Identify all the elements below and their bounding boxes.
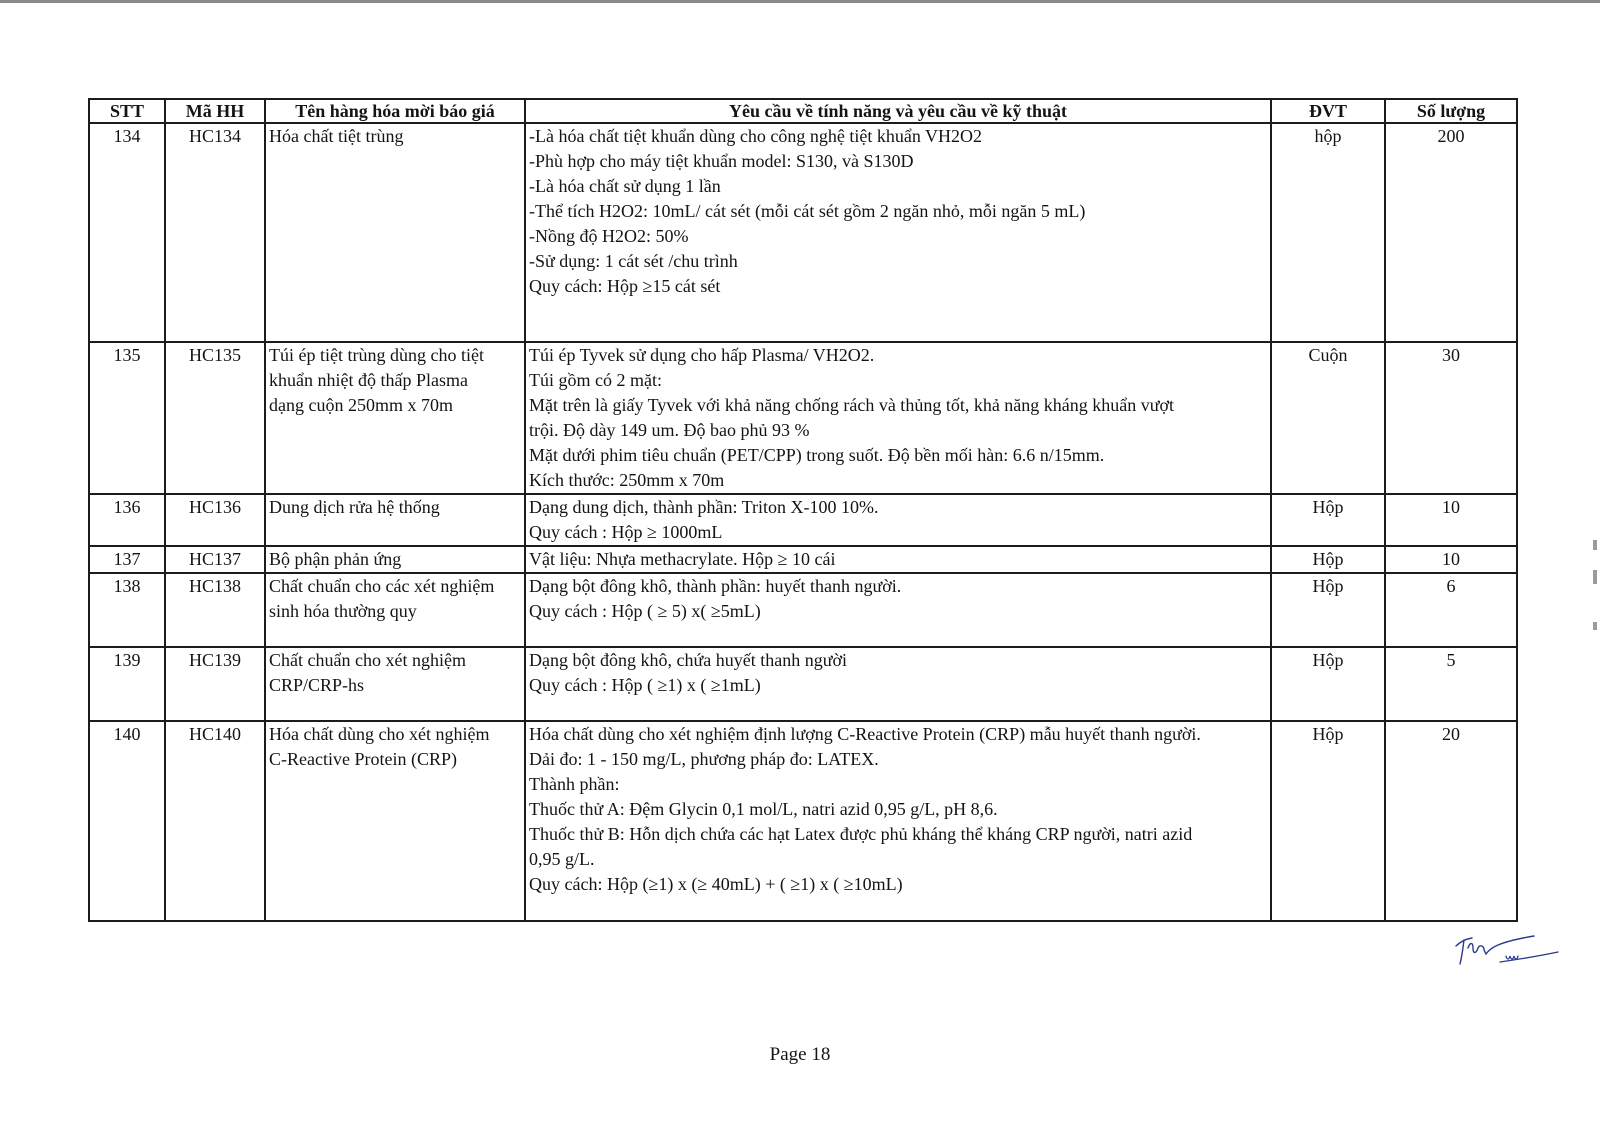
cell-stt: 138 xyxy=(89,573,165,647)
cell-ma-hh: HC140 xyxy=(165,721,265,921)
cell-ma-hh: HC139 xyxy=(165,647,265,721)
cell-ma-hh: HC134 xyxy=(165,123,265,342)
cell-ma-hh: HC136 xyxy=(165,494,265,546)
cell-ten xyxy=(265,647,525,721)
table-row xyxy=(89,647,1517,721)
table-header-row xyxy=(89,99,1517,123)
text-line: Thành phần: xyxy=(529,774,620,794)
page-number: Page 18 xyxy=(769,1044,831,1065)
cell-dvt: Cuộn xyxy=(1271,342,1385,494)
table-row xyxy=(89,123,1517,342)
cell-ten xyxy=(265,546,525,573)
cell-yeu-cau xyxy=(525,573,1271,647)
table-row xyxy=(89,342,1517,494)
text-line: Bộ phận phản ứng xyxy=(269,549,402,569)
cell-ten xyxy=(265,721,525,921)
cell-yeu-cau xyxy=(525,123,1271,342)
cell-dvt: Hộp xyxy=(1271,721,1385,921)
cell-dvt: hộp xyxy=(1271,123,1385,342)
cell-stt: 139 xyxy=(89,647,165,721)
text-line: Mặt trên là giấy Tyvek với khả năng chống rách và thủng tốt, khả năng kháng khuẩn vượt xyxy=(529,395,1175,415)
cell-dvt: Hộp xyxy=(1271,647,1385,721)
text-line: -Là hóa chất sử dụng 1 lần xyxy=(529,176,721,196)
text-line: -Sử dụng: 1 cát sét /chu trình xyxy=(529,251,738,271)
header-ten-hang-hoa: Tên hàng hóa mời báo giá xyxy=(265,99,525,123)
text-line: Quy cách: Hộp ≥15 cát sét xyxy=(529,276,721,296)
text-line: -Là hóa chất tiệt khuẩn dùng cho công nghệ tiệt khuẩn VH2O2 xyxy=(529,126,983,146)
cell-yeu-cau xyxy=(525,342,1271,494)
text-line: Hóa chất dùng cho xét nghiệm định lượng C-Reactive Protein (CRP) mẫu huyết thanh người. xyxy=(529,724,1201,744)
text-line: Hóa chất dùng cho xét nghiệm xyxy=(269,724,490,744)
text-line: Vật liệu: Nhựa methacrylate. Hộp ≥ 10 cái xyxy=(529,549,836,569)
cell-dvt: Hộp xyxy=(1271,573,1385,647)
text-line: trội. Độ dày 149 um. Độ bao phủ 93 % xyxy=(529,420,810,440)
text-line: 0,95 g/L. xyxy=(529,849,595,869)
cell-stt: 136 xyxy=(89,494,165,546)
table-row xyxy=(89,573,1517,647)
text-line: Thuốc thử A: Đệm Glycin 0,1 mol/L, natri azid 0,95 g/L, pH 8,6. xyxy=(529,799,998,819)
text-line: -Thể tích H2O2: 10mL/ cát sét (mỗi cát sét gồm 2 ngăn nhỏ, mỗi ngăn 5 mL) xyxy=(529,201,1086,221)
header-yeu-cau: Yêu cầu về tính năng và yêu cầu về kỹ thuật xyxy=(525,99,1271,123)
table-row xyxy=(89,546,1517,573)
cell-dvt: Hộp xyxy=(1271,494,1385,546)
scan-edge-mark xyxy=(1593,622,1597,630)
cell-ma-hh: HC135 xyxy=(165,342,265,494)
text-line: Quy cách: Hộp (≥1) x (≥ 40mL) + ( ≥1) x ( ≥10mL) xyxy=(529,874,903,894)
text-line: Chất chuẩn cho các xét nghiệm xyxy=(269,576,495,596)
spec-table xyxy=(88,98,1518,922)
text-line: Dạng dung dịch, thành phần: Triton X-100 10%. xyxy=(529,497,879,517)
cell-yeu-cau xyxy=(525,721,1271,921)
text-line: Kích thước: 250mm x 70m xyxy=(529,470,725,490)
text-line: -Phù hợp cho máy tiệt khuẩn model: S130, và S130D xyxy=(529,151,914,171)
cell-stt: 137 xyxy=(89,546,165,573)
cell-stt: 135 xyxy=(89,342,165,494)
cell-so-luong: 10 xyxy=(1385,494,1517,546)
table-row xyxy=(89,721,1517,921)
cell-ten xyxy=(265,494,525,546)
header-stt: STT xyxy=(89,99,165,123)
text-line: Hóa chất tiệt trùng xyxy=(269,126,404,146)
cell-ma-hh: HC137 xyxy=(165,546,265,573)
cell-so-luong: 10 xyxy=(1385,546,1517,573)
table-row xyxy=(89,494,1517,546)
cell-so-luong: 6 xyxy=(1385,573,1517,647)
text-line: Quy cách : Hộp ≥ 1000mL xyxy=(529,522,723,542)
text-line: Túi ép tiệt trùng dùng cho tiệt xyxy=(269,345,484,365)
cell-so-luong: 200 xyxy=(1385,123,1517,342)
cell-ten xyxy=(265,342,525,494)
cell-so-luong: 5 xyxy=(1385,647,1517,721)
cell-ten xyxy=(265,123,525,342)
text-line: sinh hóa thường quy xyxy=(269,601,417,621)
text-line: C-Reactive Protein (CRP) xyxy=(269,749,457,769)
cell-so-luong: 20 xyxy=(1385,721,1517,921)
text-line: CRP/CRP-hs xyxy=(269,675,365,695)
scan-edge-mark xyxy=(1593,540,1597,550)
cell-yeu-cau xyxy=(525,494,1271,546)
scan-edge-mark xyxy=(1593,570,1597,584)
header-dvt: ĐVT xyxy=(1271,99,1385,123)
text-line: Quy cách : Hộp ( ≥ 5) x( ≥5mL) xyxy=(529,601,761,621)
text-line: -Nồng độ H2O2: 50% xyxy=(529,226,689,246)
text-line: Quy cách : Hộp ( ≥1) x ( ≥1mL) xyxy=(529,675,761,695)
text-line: Chất chuẩn cho xét nghiệm xyxy=(269,650,466,670)
scan-top-border xyxy=(0,0,1600,3)
text-line: dạng cuộn 250mm x 70m xyxy=(269,395,453,415)
text-line: Thuốc thử B: Hỗn dịch chứa các hạt Latex được phủ kháng thể kháng CRP người, natri azid xyxy=(529,824,1193,844)
cell-stt: 140 xyxy=(89,721,165,921)
text-line: Mặt dưới phim tiêu chuẩn (PET/CPP) trong suốt. Độ bền mối hàn: 6.6 n/15mm. xyxy=(529,445,1105,465)
text-line: Túi ép Tyvek sử dụng cho hấp Plasma/ VH2O2. xyxy=(529,345,875,365)
cell-stt: 134 xyxy=(89,123,165,342)
header-ma-hh: Mã HH xyxy=(165,99,265,123)
handwritten-signature xyxy=(1454,930,1564,975)
cell-ten xyxy=(265,573,525,647)
text-line: khuẩn nhiệt độ thấp Plasma xyxy=(269,370,468,390)
header-so-luong: Số lượng xyxy=(1385,99,1517,123)
text-line: Túi gồm có 2 mặt: xyxy=(529,370,662,390)
text-line: Dung dịch rửa hệ thống xyxy=(269,497,440,517)
cell-so-luong: 30 xyxy=(1385,342,1517,494)
cell-dvt: Hộp xyxy=(1271,546,1385,573)
text-line: Dạng bột đông khô, thành phần: huyết thanh người. xyxy=(529,576,902,596)
cell-yeu-cau xyxy=(525,546,1271,573)
cell-ma-hh: HC138 xyxy=(165,573,265,647)
text-line: Dạng bột đông khô, chứa huyết thanh người xyxy=(529,650,847,670)
text-line: Dải đo: 1 - 150 mg/L, phương pháp đo: LATEX. xyxy=(529,749,879,769)
cell-yeu-cau xyxy=(525,647,1271,721)
